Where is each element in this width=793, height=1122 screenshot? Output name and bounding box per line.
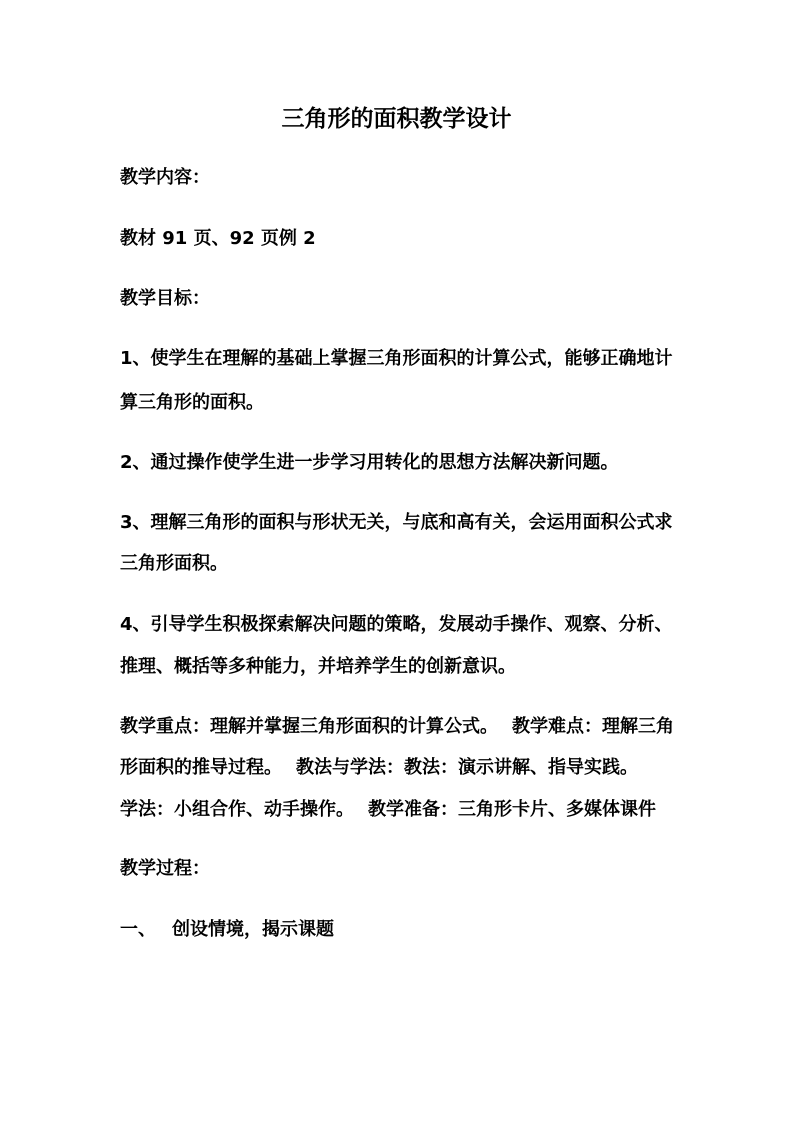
section-1-title: 创设情境，揭示课题 <box>172 919 334 940</box>
goal-2: 2、通过操作使学生进一步学习用转化的思想方法解决新问题。 <box>120 452 619 473</box>
goal-3-line-1: 3、理解三角形的面积与形状无关，与底和高有关，会运用面积公式求 <box>120 512 673 533</box>
content-value: 教材 91 页、92 页例 2 <box>120 228 316 249</box>
process-label: 教学过程： <box>120 858 210 879</box>
section-1-number: 一、 <box>120 919 156 940</box>
goal-4-line-2: 推理、概括等多种能力，并培养学生的创新意识。 <box>120 656 516 677</box>
goal-3-line-2: 三角形面积。 <box>120 553 228 574</box>
difficulty-methods-line <box>120 756 638 780</box>
goal-4-line-1: 4、引导学生积极探索解决问题的策略，发展动手操作、观察、分析、 <box>120 614 673 635</box>
document-title: 三角形的面积教学设计 <box>281 106 512 132</box>
preparation: 教学准备：三角形卡片、多媒体课件 <box>368 799 656 820</box>
learning-prep-line <box>120 798 656 822</box>
content-label: 教学内容： <box>120 167 210 188</box>
key-point-line <box>120 715 674 739</box>
learning-method: 学法：小组合作、动手操作。 <box>120 799 354 820</box>
key-point: 教学重点：理解并掌握三角形面积的计算公式。 <box>120 716 498 737</box>
section-1-heading <box>120 918 334 942</box>
teaching-methods: 教法与学法：教法：演示讲解、指导实践。 <box>296 757 638 778</box>
goals-label: 教学目标： <box>120 288 210 309</box>
difficulty-part-2: 形面积的推导过程。 <box>120 757 282 778</box>
difficulty-part-1: 教学难点：理解三角 <box>512 716 674 737</box>
goal-1-line-2: 算三角形的面积。 <box>120 392 264 413</box>
goal-1-line-1: 1、使学生在理解的基础上掌握三角形面积的计算公式，能够正确地计 <box>120 348 673 369</box>
